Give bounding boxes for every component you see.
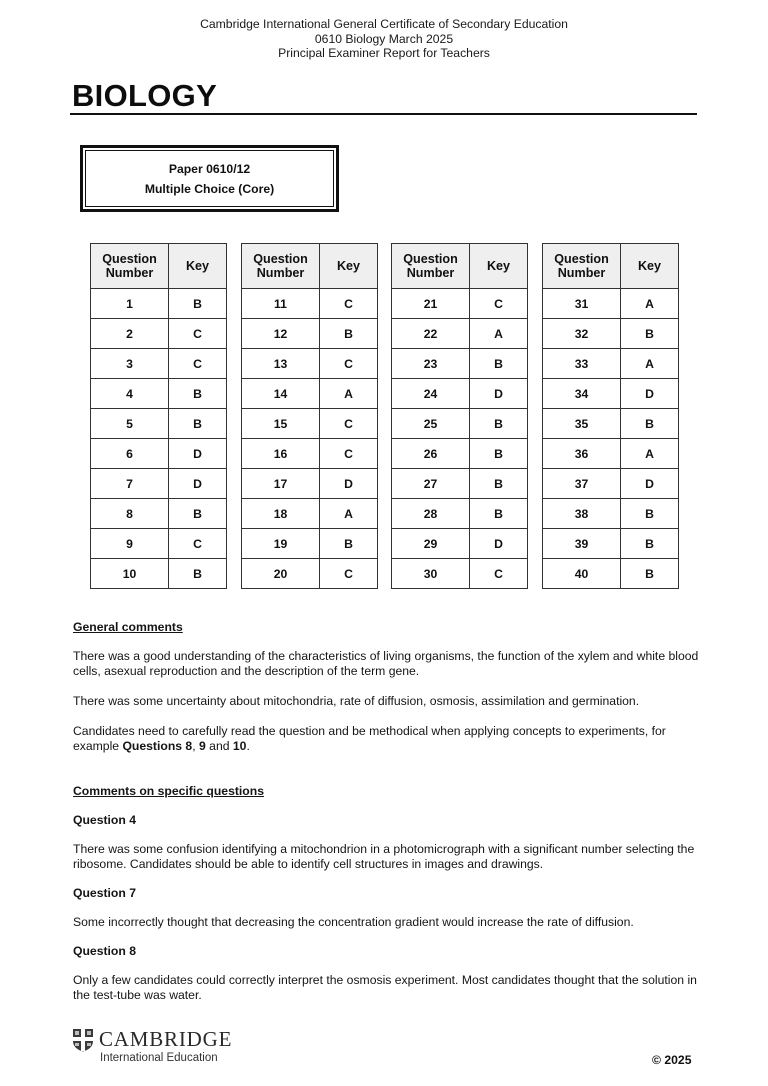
table-row	[91, 499, 227, 529]
title-rule	[70, 113, 697, 115]
question-heading: Question 4	[73, 813, 136, 827]
table-row	[543, 499, 679, 529]
document-header	[0, 17, 768, 61]
question-number-cell: 37	[543, 469, 621, 499]
column-header-key: Key	[320, 244, 378, 289]
answer-key-cell: B	[621, 529, 679, 559]
answer-key-cell: A	[470, 319, 528, 349]
answer-key-cell: C	[320, 289, 378, 319]
answer-key-cell: B	[470, 499, 528, 529]
table-row	[91, 409, 227, 439]
question-number-cell: 11	[242, 289, 320, 319]
question-number-cell: 8	[91, 499, 169, 529]
answer-key-cell: A	[621, 289, 679, 319]
table-row	[242, 499, 378, 529]
question-number-cell: 4	[91, 379, 169, 409]
table-row	[543, 469, 679, 499]
answer-key-cell: C	[470, 559, 528, 589]
answer-key-cell: C	[169, 319, 227, 349]
table-row	[543, 559, 679, 589]
bold-ref-10: 10	[232, 739, 247, 753]
question-number-cell: 39	[543, 529, 621, 559]
answer-key-cell: C	[320, 409, 378, 439]
subject-title: BIOLOGY	[72, 78, 218, 113]
answer-key-cell: C	[320, 559, 378, 589]
question-number-cell: 7	[91, 469, 169, 499]
question-number-cell: 15	[242, 409, 320, 439]
question-comment: Only a few candidates could correctly interpret the osmosis experiment. Most candidates thought that the solution in the test-tube was water.	[73, 973, 697, 1002]
answer-key-cell: D	[169, 469, 227, 499]
table-row	[392, 469, 528, 499]
question-number-cell: 14	[242, 379, 320, 409]
general-comment-1: There was a good understanding of the characteristics of living organisms, the function of the xylem and white blood cells, asexual reproduction and the description of the term gene.	[73, 649, 699, 678]
table-row	[392, 289, 528, 319]
answer-key-cell: A	[621, 349, 679, 379]
answer-key-cell: D	[470, 379, 528, 409]
column-header-question-number: Question Number	[242, 244, 320, 289]
table-row	[242, 409, 378, 439]
table-row	[91, 289, 227, 319]
question-heading: Question 7	[73, 886, 136, 900]
answer-key-cell: B	[470, 469, 528, 499]
table-row	[543, 379, 679, 409]
question-number-cell: 35	[543, 409, 621, 439]
table-row	[242, 439, 378, 469]
answer-key-cell: D	[621, 379, 679, 409]
question-heading: Question 8	[73, 944, 136, 958]
answer-key-cell: B	[470, 409, 528, 439]
general-comments-heading: General comments	[73, 620, 183, 634]
logo-wordmark: CAMBRIDGE	[99, 1027, 233, 1051]
table-header-row	[91, 244, 227, 289]
table-row	[242, 469, 378, 499]
question-number-cell: 19	[242, 529, 320, 559]
table-row	[392, 439, 528, 469]
answer-key-cell: D	[320, 469, 378, 499]
question-number-cell: 30	[392, 559, 470, 589]
answer-key-cell: B	[621, 499, 679, 529]
question-number-cell: 23	[392, 349, 470, 379]
question-number-cell: 22	[392, 319, 470, 349]
question-comment: There was some confusion identifying a mitochondrion in a photomicrograph with a significant number selecting the ribosome. Candidates should be able to identify cell structures in images and drawings.	[73, 842, 695, 871]
question-number-cell: 31	[543, 289, 621, 319]
question-number-cell: 20	[242, 559, 320, 589]
answer-key-cell: B	[621, 559, 679, 589]
column-header-question-number: Question Number	[91, 244, 169, 289]
answer-key-cell: B	[621, 409, 679, 439]
bold-ref-questions-8: Questions 8	[122, 739, 193, 753]
question-number-cell: 17	[242, 469, 320, 499]
question-number-cell: 6	[91, 439, 169, 469]
answer-key-cell: B	[169, 409, 227, 439]
question-number-cell: 5	[91, 409, 169, 439]
copyright: © 2025	[652, 1053, 692, 1067]
table-row	[392, 499, 528, 529]
header-line-1: Cambridge International General Certificate of Secondary Education	[200, 17, 568, 31]
answer-key-cell: C	[169, 529, 227, 559]
header-line-2: 0610 Biology March 2025	[314, 31, 454, 46]
table-row	[392, 349, 528, 379]
question-number-cell: 36	[543, 439, 621, 469]
table-row	[392, 379, 528, 409]
table-row	[91, 439, 227, 469]
table-row	[543, 289, 679, 319]
question-number-cell: 24	[392, 379, 470, 409]
answer-key-cell: B	[470, 439, 528, 469]
answer-key-table	[90, 243, 227, 589]
answer-key-cell: B	[470, 349, 528, 379]
question-number-cell: 34	[543, 379, 621, 409]
question-number-cell: 40	[543, 559, 621, 589]
cambridge-shield-icon	[72, 1028, 94, 1052]
cambridge-logo	[72, 1028, 232, 1065]
answer-key-cell: D	[169, 439, 227, 469]
question-number-cell: 12	[242, 319, 320, 349]
table-row	[91, 379, 227, 409]
question-number-cell: 26	[392, 439, 470, 469]
table-row	[242, 349, 378, 379]
question-number-cell: 25	[392, 409, 470, 439]
column-header-question-number: Question Number	[392, 244, 470, 289]
question-number-cell: 3	[91, 349, 169, 379]
question-number-cell: 18	[242, 499, 320, 529]
table-header-row	[392, 244, 528, 289]
general-comment-2: There was some uncertainty about mitochondria, rate of diffusion, osmosis, assimilation and germination.	[73, 694, 640, 708]
question-number-cell: 16	[242, 439, 320, 469]
bold-ref-9: 9	[199, 739, 206, 753]
question-number-cell: 2	[91, 319, 169, 349]
table-row	[543, 439, 679, 469]
separator: and	[205, 739, 233, 753]
table-row	[91, 469, 227, 499]
question-number-cell: 10	[91, 559, 169, 589]
answer-key-cell: C	[320, 439, 378, 469]
answer-key-cell: A	[320, 379, 378, 409]
column-header-key: Key	[470, 244, 528, 289]
paper-info-box	[80, 145, 339, 212]
column-header-key: Key	[621, 244, 679, 289]
answer-key-cell: B	[169, 379, 227, 409]
answer-key-cell: A	[320, 499, 378, 529]
table-row	[91, 559, 227, 589]
answer-key-cell: D	[621, 469, 679, 499]
answer-key-cell: B	[621, 319, 679, 349]
table-row	[392, 529, 528, 559]
answer-key-table	[391, 243, 528, 589]
table-row	[91, 319, 227, 349]
table-header-row	[242, 244, 378, 289]
answer-key-table	[241, 243, 378, 589]
header-line-3: Principal Examiner Report for Teachers	[278, 46, 490, 60]
answer-key-cell: B	[320, 529, 378, 559]
separator: ,	[192, 739, 199, 753]
question-number-cell: 38	[543, 499, 621, 529]
answer-key-cell: B	[169, 289, 227, 319]
general-comment-3	[73, 724, 703, 754]
question-number-cell: 21	[392, 289, 470, 319]
table-row	[543, 349, 679, 379]
answer-key-cell: B	[169, 499, 227, 529]
table-row	[91, 529, 227, 559]
table-row	[242, 319, 378, 349]
table-row	[91, 349, 227, 379]
table-row	[392, 319, 528, 349]
question-number-cell: 27	[392, 469, 470, 499]
column-header-question-number: Question Number	[543, 244, 621, 289]
question-number-cell: 32	[543, 319, 621, 349]
question-number-cell: 9	[91, 529, 169, 559]
question-number-cell: 28	[392, 499, 470, 529]
table-row	[392, 559, 528, 589]
period: .	[246, 739, 250, 753]
logo-subtitle: International Education	[100, 1052, 218, 1064]
table-row	[242, 529, 378, 559]
column-header-key: Key	[169, 244, 227, 289]
answer-key-table	[542, 243, 679, 589]
table-row	[543, 529, 679, 559]
question-comment: Some incorrectly thought that decreasing the concentration gradient would increase the rate of diffusion.	[73, 915, 634, 929]
answer-key-cell: A	[621, 439, 679, 469]
answer-key-cell: C	[169, 349, 227, 379]
general-comment-3-text: Candidates need to carefully read the question and be methodical when applying concepts to experiments, for example	[73, 724, 666, 753]
table-row	[242, 289, 378, 319]
answer-key-cell: D	[470, 529, 528, 559]
question-number-cell: 33	[543, 349, 621, 379]
paper-code: Paper 0610/12	[168, 161, 251, 176]
question-number-cell: 1	[91, 289, 169, 319]
table-row	[543, 319, 679, 349]
question-number-cell: 13	[242, 349, 320, 379]
table-row	[543, 409, 679, 439]
answer-key-cell: C	[470, 289, 528, 319]
table-row	[242, 379, 378, 409]
paper-type: Multiple Choice (Core)	[144, 181, 275, 196]
table-header-row	[543, 244, 679, 289]
answer-key-cell: B	[169, 559, 227, 589]
specific-comments-heading: Comments on specific questions	[73, 784, 264, 798]
table-row	[392, 409, 528, 439]
table-row	[242, 559, 378, 589]
answer-key-cell: C	[320, 349, 378, 379]
question-number-cell: 29	[392, 529, 470, 559]
answer-key-cell: B	[320, 319, 378, 349]
report-body	[73, 620, 703, 1003]
